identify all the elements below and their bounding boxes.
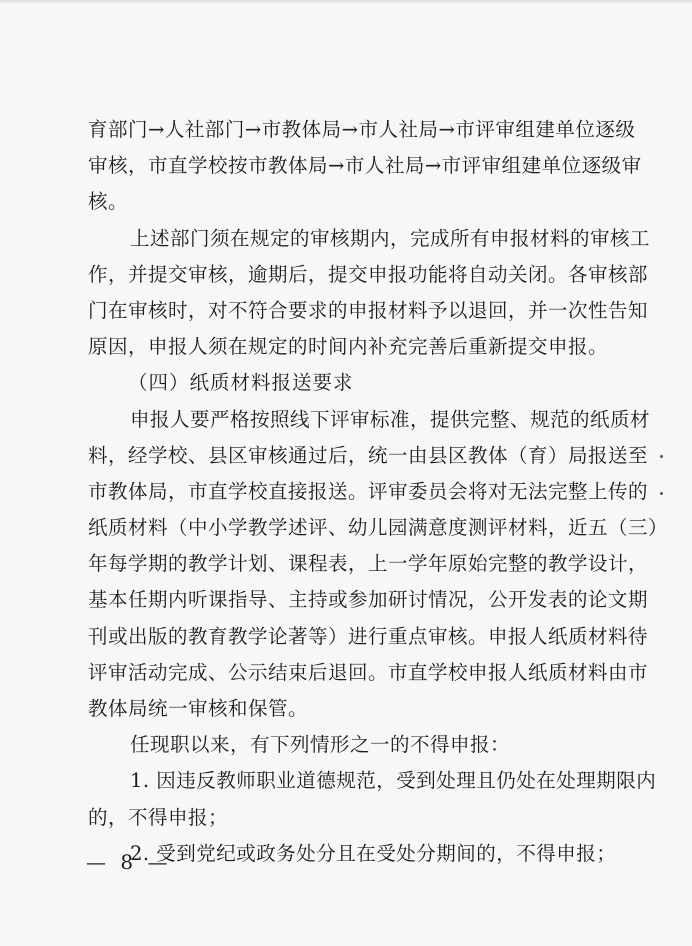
text-line: 审核，市直学校按市教体局→市人社局→市评审组建单位逐级审 [88,154,642,178]
text-line: 育部门→人社部门→市教体局→市人社局→市评审组建单位逐级 [88,118,636,141]
text-line: 教体局统一审核和保管。 [88,697,309,720]
list-item: 1. 因违反教师职业道德规范，受到处理且仍处在处理期限内 [130,769,657,793]
section-heading: （四）纸质材料报送要求 [128,371,354,395]
document-body [88,112,669,872]
scan-speck [660,492,663,495]
text-line: 作，并提交审核，逾期后，提交申报功能将自动关闭。各审核部 [88,262,649,286]
text-line: 的，不得申报； [88,805,229,829]
text-line: 刊或出版的教育教学论著等）进行重点审核。申报人纸质材料待 [88,624,649,648]
text-line: 料，经学校、县区审核通过后，统一由县区教体（育）局报送至 [88,443,649,467]
text-line: 市教体局，市直学校直接报送。评审委员会将对无法完整上传的 [88,479,649,503]
scan-top-edge [0,0,692,4]
text-line: 纸质材料（中小学教学述评、幼儿园满意度测评材料，近五（三） [88,516,669,540]
list-item: 2. 受到党纪或政务处分且在受处分期间的，不得申报； [130,841,617,865]
text-line: 申报人要严格按照线下评审标准，提供完整、规范的纸质材 [130,407,651,431]
text-line: 门在审核时，对不符合要求的申报材料予以退回，并一次性告知 [88,298,649,322]
text-line: 上述部门须在规定的审核期内，完成所有申报材料的审核工 [130,226,651,250]
text-line: 核。 [88,190,129,214]
scan-speck [660,455,663,458]
text-line: 原因，申报人须在规定的时间内补充完善后重新提交申报。 [88,335,609,359]
text-line: 评审活动完成、公示结束后退回。市直学校申报人纸质材料由市 [88,660,649,684]
text-line: 任现职以来，有下列情形之一的不得申报： [130,733,511,757]
page-number: — 8 — [86,850,172,874]
text-line: 基本任期内听课指导、主持或参加研讨情况，公开发表的论文期 [88,588,649,612]
text-line: 年每学期的教学计划、课程表，上一学年原始完整的教学设计， [88,552,649,576]
